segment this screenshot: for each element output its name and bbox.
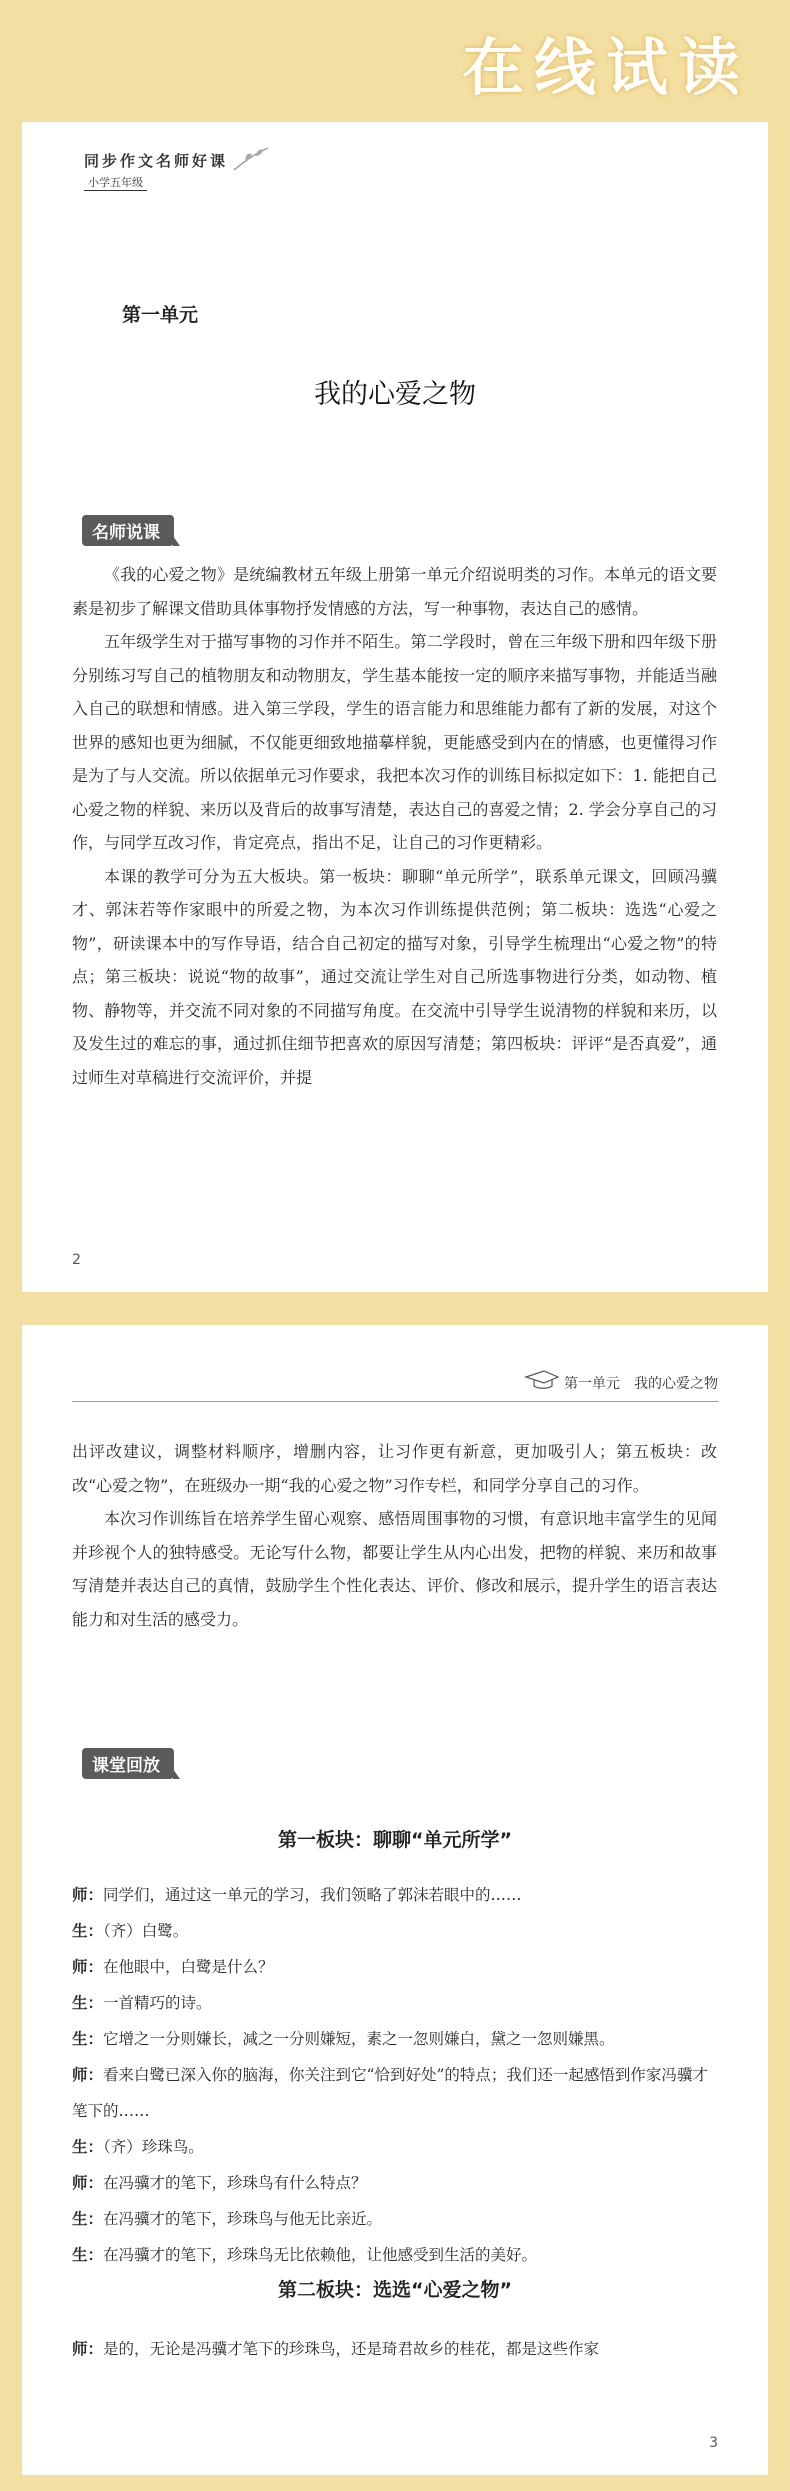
- speaker: 师：: [72, 1886, 104, 1904]
- header-rule: [72, 1401, 718, 1402]
- dialogue-line: [72, 2165, 717, 2201]
- paragraph: 五年级学生对于描写事物的习作并不陌生。第二学段时，曾在三年级下册和四年级下册分别练习写自己的植物朋友和动物朋友，学生基本能按一定的顺序来描写事物，并能适当融入自己的联想和情感。进入第三学段，学生的语言能力和思维能力都有了新的发展，对这个世界的感知也更为细腻，不仅能更细致地描摹样貌，更能感受到内在的情感，也更懂得习作是为了与人交流。所以依据单元习作要求，我把本次习作的训练目标拟定如下：1. 能把自己心爱之物的样貌、来历以及背后的故事写清楚，表达自己的喜爱之情；2. 学会分享自己的习作，与同学互改习作，肯定亮点，指出不足，让自己的习作更精彩。: [72, 632, 717, 852]
- leaf-decoration-icon: [232, 144, 272, 174]
- dialogue-line: [72, 1913, 717, 1949]
- line-text: 是的，无论是冯骥才笔下的珍珠鸟，还是琦君故乡的桂花，都是这些作家: [103, 2340, 600, 2358]
- line-text: （齐）珍珠鸟。: [103, 2138, 204, 2156]
- dialogue-line: [72, 2331, 717, 2367]
- dialogue-line: [72, 1877, 717, 1913]
- speaker: 生：: [72, 2210, 104, 2228]
- dialogue-line: [72, 2201, 717, 2237]
- line-text: （齐）白鹭。: [103, 1922, 189, 1940]
- lecture-body: [72, 558, 717, 1094]
- line-text: 在他眼中，白鹭是什么？: [103, 1958, 274, 1976]
- speaker: 生：: [72, 2246, 104, 2264]
- paragraph: 本次习作训练旨在培养学生留心观察、感悟周围事物的习惯，有意识地丰富学生的见闻并珍视个人的独特感受。无论写什么物，都要让学生从内心出发，把物的样貌、来历和故事写清楚并表达自己的真情，鼓励学生个性化表达、评价、修改和展示，提升学生的语言表达能力和对生活的感受力。: [72, 1509, 717, 1629]
- paragraph: 《我的心爱之物》是统编教材五年级上册第一单元介绍说明类的习作。本单元的语文要素是初步了解课文借助具体事物抒发情感的方法，写一种事物，表达自己的感情。: [72, 565, 717, 618]
- dialogue-line: [72, 2129, 717, 2165]
- line-text: 它增之一分则嫌长，减之一分则嫌短，素之一忽则嫌白，黛之一忽则嫌黑。: [103, 2030, 615, 2048]
- speaker: 生：: [72, 1994, 104, 2012]
- block2-dialogue: [72, 2331, 717, 2367]
- line-text: 在冯骥才的笔下，珍珠鸟无比依赖他，让他感受到生活的美好。: [103, 2246, 538, 2264]
- speaker: 生：: [72, 1922, 104, 1940]
- speaker: 师：: [72, 2340, 104, 2358]
- line-text: 在冯骥才的笔下，珍珠鸟有什么特点？: [103, 2174, 367, 2192]
- page-number: 2: [72, 1252, 81, 1268]
- paragraph: 出评改建议，调整材料顺序，增删内容，让习作更有新意，更加吸引人；第五板块：改改“心爱之物”，在班级办一期“我的心爱之物”习作专栏，和同学分享自己的习作。: [72, 1442, 717, 1495]
- online-preview-banner: 在线试读: [461, 31, 750, 104]
- speaker: 师：: [72, 1958, 104, 1976]
- book-page-left: [22, 122, 768, 1292]
- dialogue-line: [72, 1949, 717, 1985]
- section-tag-replay: 课堂回放: [82, 1748, 174, 1779]
- speaker: 师：: [72, 2066, 104, 2084]
- dialogue-line: [72, 2057, 717, 2129]
- block1-dialogue: [72, 1877, 717, 2273]
- dialogue-line: [72, 2021, 717, 2057]
- speaker: 生：: [72, 2138, 104, 2156]
- line-text: 看来白鹭已深入你的脑海，你关注到它“恰到好处”的特点；我们还一起感悟到作家冯骥才笔下的……: [72, 2066, 708, 2120]
- dialogue-line: [72, 2237, 717, 2273]
- block1-title: 第一板块：聊聊“单元所学”: [278, 1829, 512, 1851]
- speaker: 生：: [72, 2030, 104, 2048]
- book-page-right: [22, 1325, 768, 2475]
- lecture-body-continued: [72, 1435, 717, 1636]
- chapter-title: 我的心爱之物: [314, 379, 476, 410]
- speaker: 师：: [72, 2174, 104, 2192]
- dialogue-line: [72, 1985, 717, 2021]
- page-number: 3: [709, 2435, 718, 2451]
- line-text: 同学们，通过这一单元的学习，我们领略了郭沫若眼中的……: [103, 1886, 522, 1904]
- section-tag-lecture: 名师说课: [82, 515, 174, 546]
- graduation-cap-icon: [524, 1369, 560, 1391]
- block2-title: 第二板块：选选“心爱之物”: [278, 2279, 512, 2301]
- running-head: 第一单元 我的心爱之物: [564, 1376, 718, 1392]
- series-title: 同步作文名师好课: [84, 152, 229, 170]
- grade-label: 小学五年级: [84, 174, 147, 191]
- paragraph: 本课的教学可分为五大板块。第一板块：聊聊“单元所学”，联系单元课文，回顾冯骥才、郭沫若等作家眼中的所爱之物，为本次习作训练提供范例；第二板块：选选“心爱之物”，研读课本中的写作导语，结合自己初定的描写对象，引导学生梳理出“心爱之物”的特点；第三板块：说说“物的故事”，通过交流让学生对自己所选事物进行分类，如动物、植物、静物等，并交流不同对象的不同描写角度。在交流中引导学生说清物的样貌和来历，以及发生过的难忘的事，通过抓住细节把喜欢的原因写清楚；第四板块：评评“是否真爱”，通过师生对草稿进行交流评价，并提: [72, 866, 717, 1087]
- line-text: 一首精巧的诗。: [103, 1994, 212, 2012]
- unit-title: 第一单元: [122, 304, 199, 326]
- line-text: 在冯骥才的笔下，珍珠鸟与他无比亲近。: [103, 2210, 383, 2228]
